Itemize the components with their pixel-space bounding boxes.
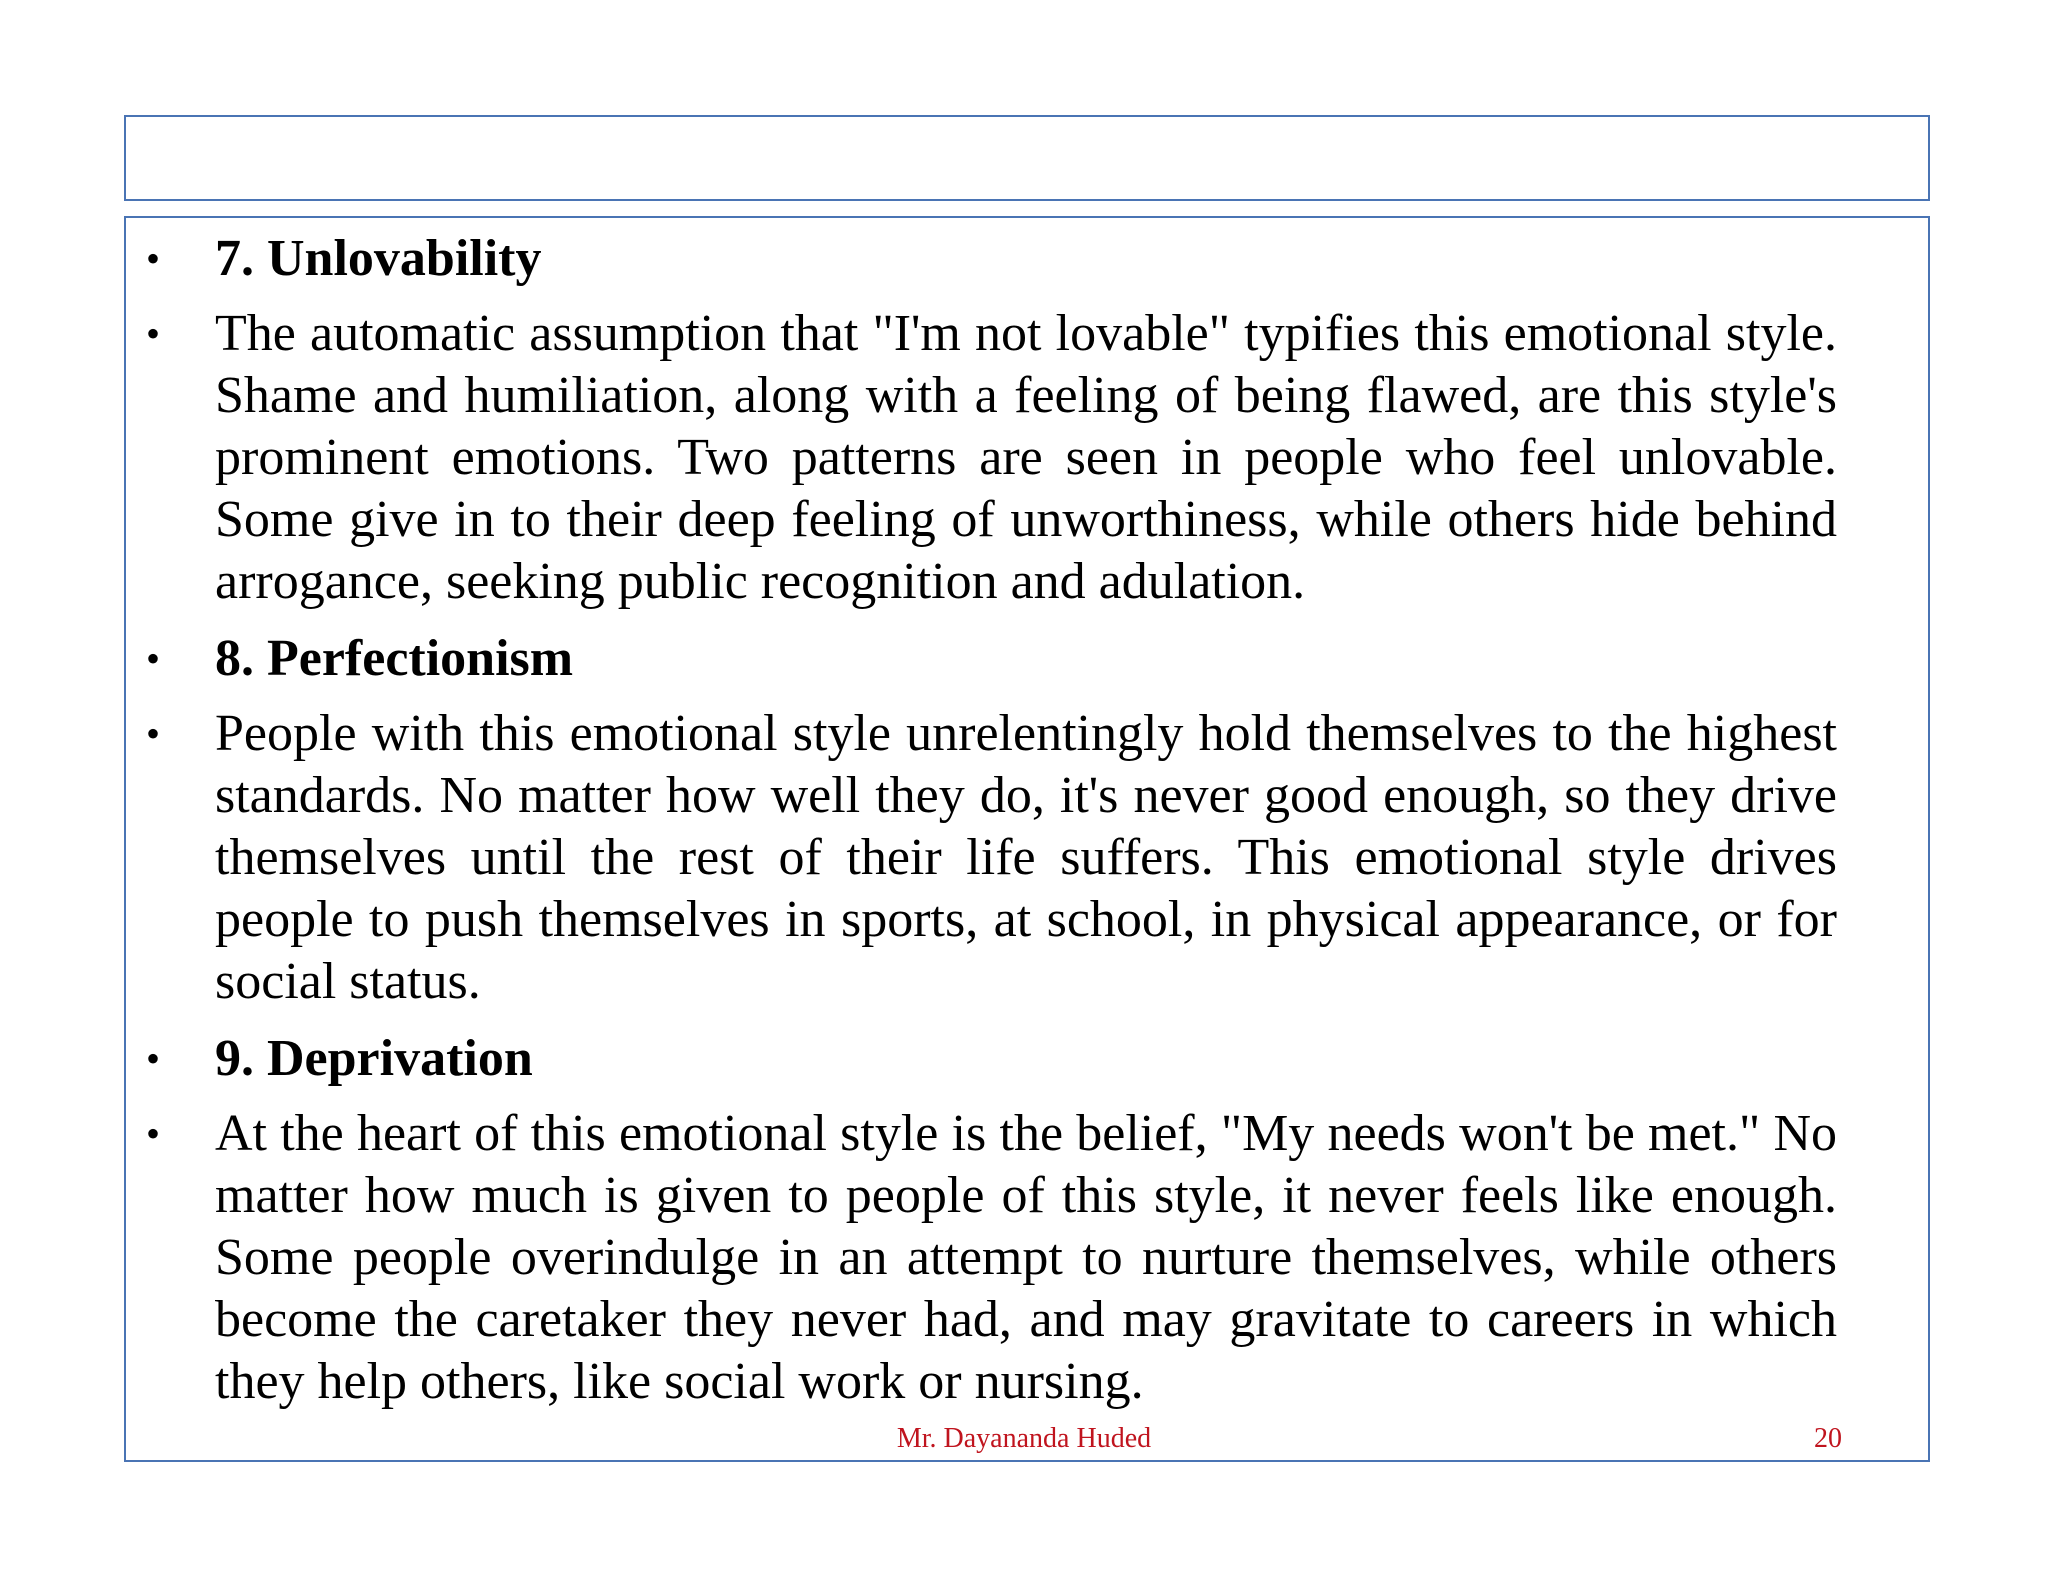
slide-content-box — [124, 216, 1930, 1462]
bullet-marker: • — [146, 636, 161, 681]
page-number: 20 — [1814, 1423, 1842, 1454]
bullet-body: The automatic assumption that "I'm not lovable" typifies this emotional style. Shame and humiliation, along with a feeling of being flawed, are this style's prominent emotions. Two patterns are seen in people who feel unlovable. Some give in to their deep feeling of unworthiness, while others hide behind arrogance, seeking public recognition and adulation. — [215, 305, 1837, 610]
slide-title-box — [124, 115, 1930, 201]
bullet-marker: • — [146, 1111, 161, 1156]
footer-author: Mr. Dayananda Huded — [896, 1423, 1152, 1454]
bullet-marker: • — [146, 311, 161, 356]
bullet-marker: • — [146, 236, 161, 281]
bullet-heading: 8. Perfectionism — [215, 630, 574, 687]
bullet-heading: 7. Unlovability — [215, 230, 542, 287]
bullet-marker: • — [146, 711, 161, 756]
bullet-body: At the heart of this emotional style is the belief, "My needs won't be met." No matter how much is given to people of this style, it never feels like enough. Some people overindulge in an attempt to nurture themselves, while others become the caretaker they never had, and may gravitate to careers in which they help others, like social work or nursing. — [215, 1105, 1837, 1410]
bullet-marker: • — [146, 1036, 161, 1081]
bullet-heading: 9. Deprivation — [215, 1030, 533, 1087]
bullet-body: People with this emotional style unrelentingly hold themselves to the highest standards. No matter how well they do, it's never good enough, so they drive themselves until the rest of their life suffers. This emotional style drives people to push themselves in sports, at school, in physical appearance, or for social status. — [215, 705, 1837, 1010]
